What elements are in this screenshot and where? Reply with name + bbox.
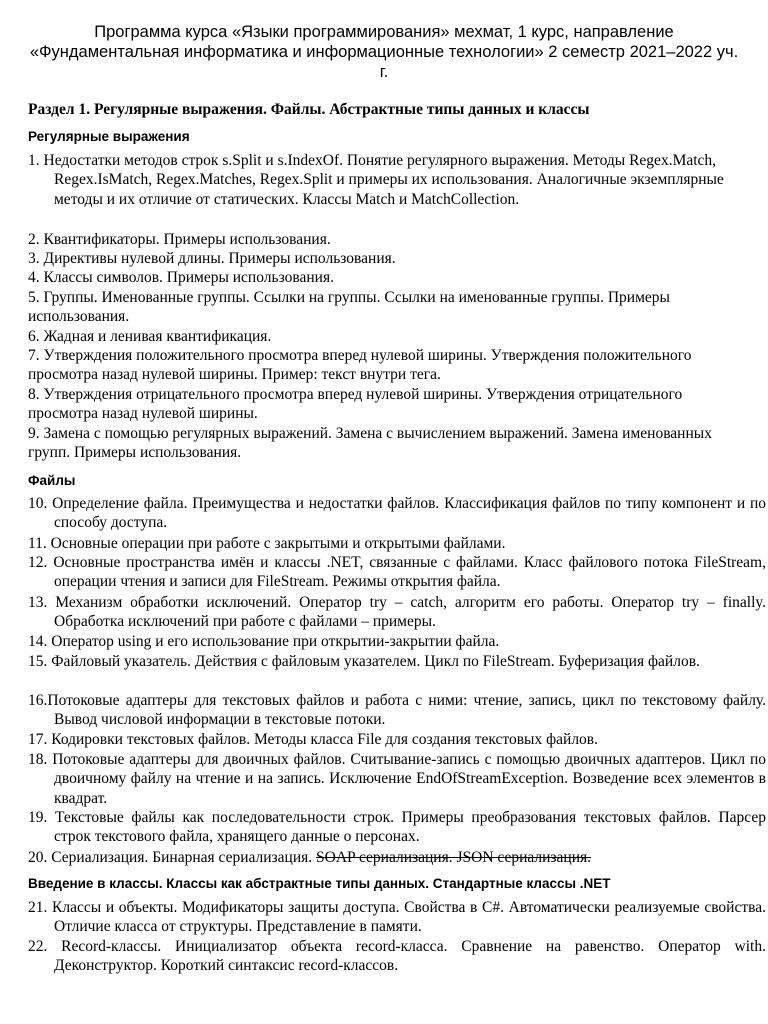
- list-item: 17. Кодировки текстовых файлов. Методы класса File для создания текстовых файлов.: [28, 731, 598, 748]
- list-item: 4. Классы символов. Примеры использования.: [28, 269, 334, 286]
- list-item: 12. Основные пространства имён и классы .NET, связанные с файлами. Класс файлового потока FileStream, операции чтения и записи для FileStream. Режимы открытия файла.: [28, 554, 766, 591]
- list-item: 13. Механизм обработки исключений. Оператор try – catch, алгоритм его работы. Оператор try – finally. Обработка исключений при работе с файлами – примеры.: [28, 594, 766, 631]
- list-item: 18. Потоковые адаптеры для двоичных файлов. Считывание-запись с помощью двоичных адаптеров. Цикл по двоичному файлу на чтение и на запись. Исключение EndOfStreamException. Возведение всех элементов в квадрат.: [28, 751, 766, 807]
- list-item: 11. Основные операции при работе с закрытыми и открытыми файлами.: [28, 535, 506, 552]
- list-item: 5. Группы. Именованные группы. Ссылки на группы. Ссылки на именованные группы. Примеры использования.: [28, 289, 670, 326]
- list-item: 6. Жадная и ленивая квантификация.: [28, 328, 272, 345]
- list-item: 19. Текстовые файлы как последовательности строк. Примеры преобразования текстовых файлов. Парсер строк текстового файла, хранящего данные о персонах.: [28, 809, 766, 846]
- document-title: Программа курса «Языки программирования» мехмат, 1 курс, направление «Фундаментальная информатика и информационные технологии» 2 семестр 2021–2022 уч. г.: [29, 23, 739, 81]
- list-item: [28, 848, 740, 867]
- list-item: 14. Оператор using и его использование при открытии-закрытии файла.: [28, 633, 500, 650]
- list-item: 2. Квантификаторы. Примеры использования.: [28, 231, 331, 248]
- list-item: 7. Утверждения положительного просмотра вперед нулевой ширины. Утверждения положительного просмотра назад нулевой ширины. Пример: текст внутри тега.: [28, 347, 692, 384]
- list-item: 16.Потоковые адаптеры для текстовых файлов и работа с ними: чтение, запись, цикл по текстовому файлу. Вывод числовой информации в текстовые потоки.: [28, 692, 766, 729]
- subheading-regex: Регулярные выражения: [28, 129, 190, 144]
- list-item-text: 20. Сериализация. Бинарная сериализация.: [28, 849, 317, 866]
- subheading-files: Файлы: [28, 473, 76, 488]
- subheading-classes: Введение в классы. Классы как абстрактные типы данных. Стандартные классы .NET: [28, 876, 611, 891]
- list-item: 9. Замена с помощью регулярных выражений. Замена с вычислением выражений. Замена именованных групп. Примеры использования.: [28, 425, 712, 462]
- list-item: 3. Директивы нулевой длины. Примеры использования.: [28, 250, 396, 267]
- list-item: 15. Файловый указатель. Действия с файловым указателем. Цикл по FileStream. Буферизация файлов.: [28, 653, 700, 670]
- list-item: 8. Утверждения отрицательного просмотра вперед нулевой ширины. Утверждения отрицательного просмотра назад нулевой ширины.: [28, 386, 683, 423]
- list-item: 1. Недостатки методов строк s.Split и s.IndexOf. Понятие регулярного выражения. Методы Regex.Match, Regex.IsMatch, Regex.Matches, Regex.Split и примеры их использования. Аналогичные экземплярные методы и их отличие от статических. Классы Match и MatchCollection.: [28, 152, 724, 208]
- list-item: 10. Определение файла. Преимущества и недостатки файлов. Классификация файлов по типу компонент и по способу доступа.: [28, 495, 766, 532]
- list-item: 21. Классы и объекты. Модификаторы защиты доступа. Свойства в C#. Автоматически реализуемые свойства. Отличие класса от структуры. Представление в памяти.: [28, 899, 766, 936]
- list-item: 22. Record-классы. Инициализатор объекта record-класса. Сравнение на равенство. Оператор with. Деконструктор. Короткий синтаксис record-классов.: [28, 938, 766, 975]
- section-title: Раздел 1. Регулярные выражения. Файлы. Абстрактные типы данных и классы: [28, 101, 590, 118]
- strikethrough-text: SOAP сериализация. JSON сериализация.: [316, 849, 592, 866]
